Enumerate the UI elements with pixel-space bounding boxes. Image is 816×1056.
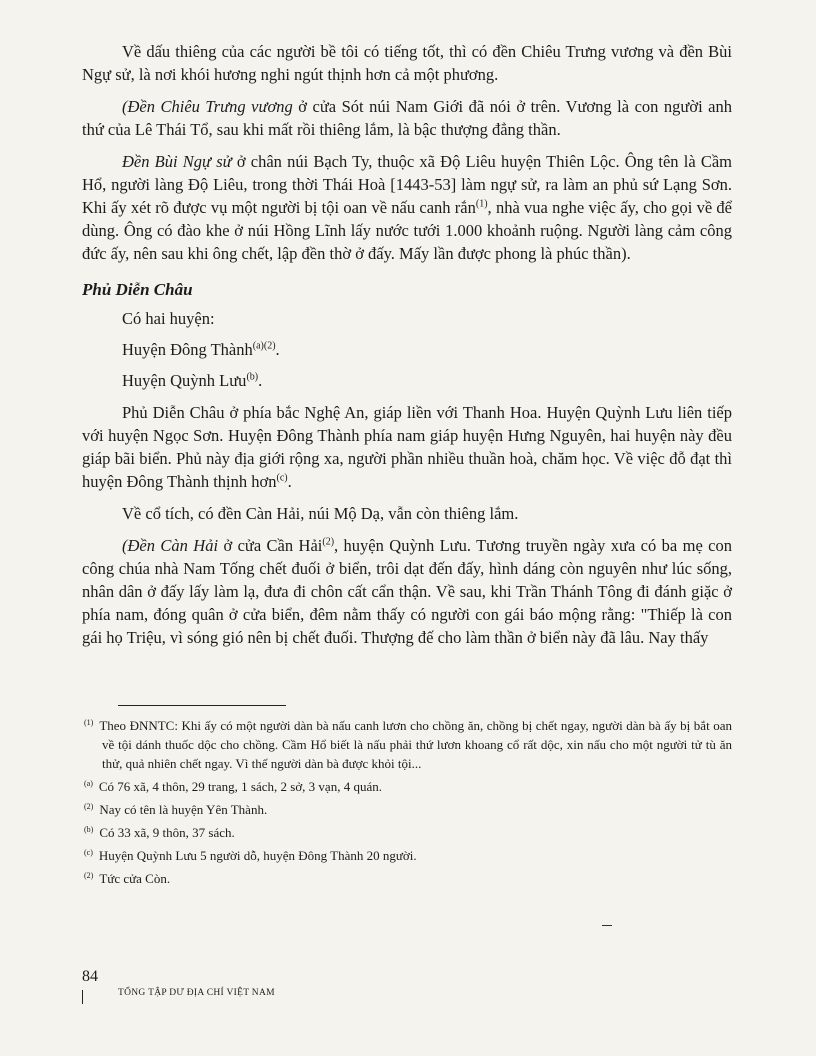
footnote-mark: (2)	[84, 870, 94, 880]
paragraph-6-text-a: ở cửa Cần Hải	[218, 536, 323, 555]
footnote-ref: (c)	[276, 472, 288, 484]
district-name-1: Huyện Đông Thành	[122, 340, 253, 359]
paragraph-4: Phủ Diễn Châu ở phía bắc Nghệ An, giáp liền với Thanh Hoa. Huyện Quỳnh Lưu liên tiếp với huyện Ngọc Sơn. Huyện Đông Thành phía nam giáp huyện Hưng Nguyên, hai huyện này đều giáp bãi biển. Phủ này địa giới rộng xa, người phần nhiều thuần hoà, chăm học. Về việc đỗ đạt thì huyện Đông Thành thịnh hơn$^{(c)}$.	[82, 403, 732, 491]
footer-bar	[82, 990, 83, 1004]
paragraph-5: Về cổ tích, có đền Càn Hải, núi Mộ Dạ, vẫn còn thiêng lắm.	[122, 504, 519, 523]
stray-mark	[602, 925, 612, 926]
paragraph-2-text: ở cửa Sót núi Nam Giới đã nói ở trên. Vương là con người anh thứ của Lê Thái Tổ, sau khi mất rồi thiêng lắm, là bậc thượng đẳng thần.	[82, 97, 733, 139]
paragraph-3-text-a: ở chân núi Bạch Ty, thuộc xã Độ Liêu huyện Thiên Lộc. Ông tên là Cầm Hổ, người làng Độ Liêu, trong thời Thái Hoà [1443-53] làm ngự sử, ra làm an phủ sứ Lạng Sơn. Khi ấy xét rõ được vụ một người bị tội oan về nấu canh rắn	[82, 152, 732, 217]
footnote-text: Có 76 xã, 4 thôn, 29 trang, 1 sách, 2 sở, 3 vạn, 4 quán.	[98, 779, 382, 794]
paragraph-6-lead: (Đền Càn Hải	[122, 536, 219, 555]
paragraph-3-lead: Đền Bùi Ngự sử	[122, 152, 232, 171]
footnote-text: Theo ĐNNTC: Khi ấy có một người dàn bà nấu canh lươn cho chồng ăn, chồng bị chết ngay, người dàn bà ấy bị bắt oan về tội dánh thuốc dộc cho chồng. Cầm Hổ biết là nấu phải thứ lươn khoang cổ rất dộc, xin nấu cho một người tử tù ăn thử, quả nhiên chết ngay. Vì thế người dàn bà được khỏi tội...	[99, 718, 732, 771]
footnote-text: Tức cửa Còn.	[99, 871, 171, 886]
footnote-text: Nay có tên là huyện Yên Thành.	[99, 802, 268, 817]
paragraph-2	[82, 95, 732, 141]
paragraph-4-text: Phủ Diễn Châu ở phía bắc Nghệ An, giáp liền với Thanh Hoa. Huyện Quỳnh Lưu liên tiếp với huyện Ngọc Sơn. Huyện Đông Thành phía nam giáp huyện Hưng Nguyên, hai huyện này đều giáp bãi biển. Phủ này địa giới rộng xa, người phần nhiều thuần hoà, chăm học. Về việc đỗ đạt thì huyện Đông Thành thịnh hơn	[82, 403, 732, 491]
footnote-mark: (1)	[84, 717, 94, 727]
district-list-intro: Có hai huyện:	[122, 309, 215, 328]
footnote-text: Huyện Quỳnh Lưu 5 người dỗ, huyện Đông Thành 20 người.	[98, 848, 417, 863]
paragraph-1: Về dấu thiêng của các người bề tôi có tiếng tốt, thì có đền Chiêu Trưng vương và đền Bùi Ngự sử, là nơi khói hương nghi ngút thịnh hơn cả một phương.	[82, 42, 732, 84]
paragraph-6-text-b: , huyện Quỳnh Lưu. Tương truyền ngày xưa có ba mẹ con công chúa nhà Nam Tống chết đuối ở biển, trôi dạt đến đấy, hình dáng còn nguyên như lúc sống, nhân dân ở đấy lấy làm lạ, đưa đi chôn cất cẩn thận. Về sau, khi Trần Thánh Tông đi đánh giặc ở phía nam, đóng quân ở cửa biển, đêm nằm thấy có người con gái báo mộng rằng: "Thiếp là con gái họ Triệu, vì sóng gió nên bị chết đuối. Thượng đế cho làm thần ở biển này đã lâu. Nay thấy	[82, 536, 732, 647]
footnote-divider	[118, 705, 286, 706]
footnote-item	[84, 846, 732, 865]
footnote-ref: (a)(2)	[252, 340, 276, 352]
paragraph-2-lead: (Đền Chiêu Trưng vương	[122, 97, 293, 116]
footnotes	[84, 716, 732, 892]
footnote-mark: (b)	[84, 824, 94, 834]
footnote-item	[84, 823, 732, 842]
district-item-2: Huyện Quỳnh Lưu$^{(b)}$.	[122, 371, 263, 390]
footnote-item	[84, 716, 732, 773]
footnote-item	[84, 869, 732, 888]
footnote-ref: (b)	[246, 371, 259, 383]
footnote-ref: (1)	[475, 198, 488, 210]
main-text	[82, 40, 732, 649]
footnote-text: Có 33 xã, 9 thôn, 37 sách.	[99, 825, 235, 840]
footnote-mark: (c)	[84, 847, 93, 857]
footnote-mark: (2)	[84, 801, 94, 811]
footnote-item	[84, 777, 732, 796]
district-item-1: Huyện Đông Thành$^{(a)(2)}$.	[122, 340, 280, 359]
paragraph-3	[82, 150, 732, 265]
district-name-2: Huyện Quỳnh Lưu	[122, 371, 247, 390]
footnote-ref: (2)	[322, 536, 335, 548]
footnote-item	[84, 800, 732, 819]
running-footer-title: TỔNG TẬP DƯ ĐỊA CHÍ VIỆT NAM	[118, 988, 275, 998]
page-number: 84	[82, 968, 98, 985]
section-heading: Phủ Diễn Châu	[82, 280, 193, 299]
paragraph-6	[82, 534, 732, 649]
paragraph-3-text-b: , nhà vua nghe việc ấy, cho gọi về để dùng. Ông có đào khe ở núi Hồng Lĩnh lấy nước tưới 1.000 khoảnh ruộng. Người làng cảm công đức ấy, nên sau khi ông chết, lập đền thờ ở đấy. Mấy lần được phong là phúc thần).	[82, 198, 732, 263]
footnote-mark: (a)	[84, 778, 93, 788]
